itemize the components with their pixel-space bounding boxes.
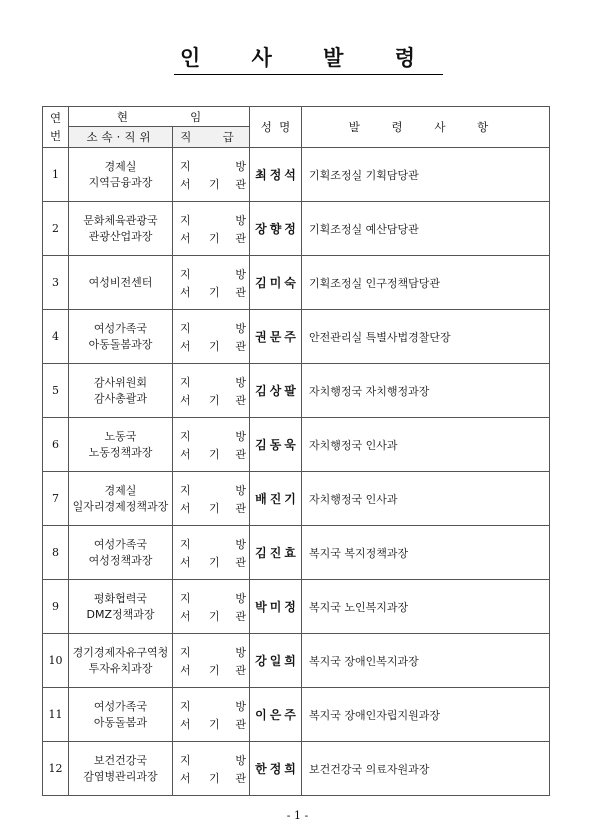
rank-char: 지 <box>180 538 191 551</box>
person-name: 김동욱 <box>250 418 302 472</box>
row-number: 9 <box>43 580 69 634</box>
page-number: - 1 - <box>286 809 309 822</box>
rank-char: 기 <box>209 502 220 515</box>
rank-cell <box>173 472 250 526</box>
department-line-2: 아동돌봄과 <box>93 715 148 729</box>
current-header: 현 임 <box>69 107 250 127</box>
table-row <box>43 580 550 634</box>
rank-char: 지 <box>180 214 191 227</box>
rank-char: 관 <box>235 448 246 461</box>
rank-char: 방 <box>235 592 246 605</box>
new-assignment: 복지국 장애인자립지원과장 <box>302 688 550 742</box>
rank-cell <box>173 202 250 256</box>
rank-char: 서 <box>180 556 191 569</box>
rank-char: 기 <box>209 286 220 299</box>
title-text: 인 사 발 령 <box>174 42 443 75</box>
person-name: 박미정 <box>250 580 302 634</box>
department-line-2: 투자유치과장 <box>88 661 153 675</box>
rank-char: 방 <box>235 646 246 659</box>
rank-cell <box>173 634 250 688</box>
department-line-1: 여성가족국 <box>93 321 148 335</box>
rank-char: 서 <box>180 502 191 515</box>
rank-cell <box>173 580 250 634</box>
current-position <box>69 472 173 526</box>
rank-char: 관 <box>235 394 246 407</box>
department-line-2: 여성정책과장 <box>88 553 153 567</box>
name-header: 성 명 <box>250 107 302 148</box>
assignment-header: 발 령 사 항 <box>302 107 550 148</box>
person-name: 이은주 <box>250 688 302 742</box>
rank-char: 관 <box>235 178 246 191</box>
rank-char: 지 <box>180 754 191 767</box>
new-assignment: 자치행정국 인사과 <box>302 418 550 472</box>
rank-cell <box>173 688 250 742</box>
rank-char: 방 <box>235 214 246 227</box>
rank-cell <box>173 364 250 418</box>
rank-cell <box>173 526 250 580</box>
department-line-1: 감사위원회 <box>93 375 148 389</box>
table-row <box>43 472 550 526</box>
seq-header <box>43 107 69 148</box>
rank-char: 서 <box>180 394 191 407</box>
person-name: 김미숙 <box>250 256 302 310</box>
rank-char: 지 <box>180 268 191 281</box>
table-row <box>43 148 550 202</box>
new-assignment: 자치행정국 인사과 <box>302 472 550 526</box>
person-name: 한정희 <box>250 742 302 796</box>
person-name: 장향정 <box>250 202 302 256</box>
rank-char: 기 <box>209 232 220 245</box>
department-line-1: 여성가족국 <box>93 699 148 713</box>
rank-char: 지 <box>180 376 191 389</box>
rank-char: 관 <box>235 718 246 731</box>
row-number: 6 <box>43 418 69 472</box>
current-position <box>69 634 173 688</box>
table-row <box>43 688 550 742</box>
department-line-1: 경기경제자유구역청 <box>72 645 169 659</box>
rank-char: 서 <box>180 718 191 731</box>
rank-char: 방 <box>235 268 246 281</box>
rank-char: 방 <box>235 322 246 335</box>
new-assignment: 안전관리실 특별사법경찰단장 <box>302 310 550 364</box>
person-name: 강일희 <box>250 634 302 688</box>
department-line-1: 경제실 <box>104 159 137 173</box>
department-line-1: 노동국 <box>104 429 137 443</box>
table-row <box>43 742 550 796</box>
table-row <box>43 634 550 688</box>
new-assignment: 복지국 장애인복지과장 <box>302 634 550 688</box>
department-line-2: 노동정책과장 <box>88 445 153 459</box>
current-position <box>69 580 173 634</box>
seq-header-top: 연 <box>49 111 62 125</box>
row-number: 12 <box>43 742 69 796</box>
department-line-1: 경제실 <box>104 483 137 497</box>
new-assignment: 기획조정실 기획담당관 <box>302 148 550 202</box>
rank-char: 기 <box>209 664 220 677</box>
rank-char: 기 <box>209 448 220 461</box>
dept-header: 소속·직위 <box>69 127 173 148</box>
new-assignment: 복지국 복지정책과장 <box>302 526 550 580</box>
rank-char: 방 <box>235 700 246 713</box>
rank-char: 기 <box>209 394 220 407</box>
current-position <box>69 742 173 796</box>
table-row <box>43 256 550 310</box>
rank-char: 서 <box>180 340 191 353</box>
new-assignment: 보건건강국 의료자원과장 <box>302 742 550 796</box>
rank-char: 관 <box>235 556 246 569</box>
rank-char: 지 <box>180 484 191 497</box>
rank-char: 지 <box>180 592 191 605</box>
table-row <box>43 526 550 580</box>
current-position <box>69 526 173 580</box>
department-line-2: 감사총괄과 <box>93 391 148 405</box>
rank-char: 관 <box>235 664 246 677</box>
person-name: 김상팔 <box>250 364 302 418</box>
rank-char: 기 <box>209 178 220 191</box>
rank-char: 관 <box>235 340 246 353</box>
department-line-1: 보건건강국 <box>93 753 148 767</box>
rank-char: 기 <box>209 772 220 785</box>
new-assignment: 자치행정국 자치행정과장 <box>302 364 550 418</box>
rank-cell <box>173 256 250 310</box>
rank-char: 기 <box>209 556 220 569</box>
rank-char: 서 <box>180 232 191 245</box>
row-number: 2 <box>43 202 69 256</box>
rank-char: 방 <box>235 376 246 389</box>
rank-char: 방 <box>235 538 246 551</box>
person-name: 김진효 <box>250 526 302 580</box>
current-position <box>69 148 173 202</box>
new-assignment: 기획조정실 인구정책담당관 <box>302 256 550 310</box>
rank-char: 지 <box>180 700 191 713</box>
rank-char: 지 <box>180 322 191 335</box>
rank-cell <box>173 148 250 202</box>
rank-char: 기 <box>209 340 220 353</box>
current-position <box>69 364 173 418</box>
rank-char: 방 <box>235 484 246 497</box>
row-number: 1 <box>43 148 69 202</box>
department-line-1: 문화체육관광국 <box>83 213 158 227</box>
personnel-table <box>42 106 550 796</box>
rank-char: 방 <box>235 160 246 173</box>
department-line-1: 여성비전센터 <box>88 275 153 289</box>
current-position <box>69 688 173 742</box>
row-number: 4 <box>43 310 69 364</box>
rank-char: 관 <box>235 772 246 785</box>
rank-char: 방 <box>235 754 246 767</box>
rank-header: 직 급 <box>173 127 250 148</box>
department-line-2: 아동돌봄과장 <box>88 337 153 351</box>
table-row <box>43 418 550 472</box>
rank-cell <box>173 742 250 796</box>
department-line-2: DMZ정책과장 <box>86 607 155 621</box>
table-row <box>43 310 550 364</box>
rank-char: 지 <box>180 160 191 173</box>
row-number: 3 <box>43 256 69 310</box>
rank-char: 관 <box>235 232 246 245</box>
rank-cell <box>173 310 250 364</box>
current-position <box>69 310 173 364</box>
rank-cell <box>173 418 250 472</box>
row-number: 5 <box>43 364 69 418</box>
rank-char: 서 <box>180 178 191 191</box>
rank-char: 서 <box>180 286 191 299</box>
row-number: 10 <box>43 634 69 688</box>
rank-char: 관 <box>235 286 246 299</box>
current-position <box>69 202 173 256</box>
rank-char: 지 <box>180 430 191 443</box>
department-line-1: 평화협력국 <box>93 591 148 605</box>
department-line-1: 여성가족국 <box>93 537 148 551</box>
row-number: 8 <box>43 526 69 580</box>
department-line-2: 일자리경제정책과장 <box>72 499 169 513</box>
rank-char: 서 <box>180 448 191 461</box>
person-name: 배진기 <box>250 472 302 526</box>
row-number: 11 <box>43 688 69 742</box>
rank-char: 방 <box>235 430 246 443</box>
new-assignment: 기획조정실 예산담당관 <box>302 202 550 256</box>
seq-header-bottom: 번 <box>49 129 62 143</box>
rank-char: 서 <box>180 610 191 623</box>
department-line-2: 지역금융과장 <box>88 175 153 189</box>
table-row <box>43 364 550 418</box>
person-name: 권문주 <box>250 310 302 364</box>
department-line-2: 감염병관리과장 <box>83 769 158 783</box>
rank-char: 지 <box>180 646 191 659</box>
rank-char: 서 <box>180 664 191 677</box>
person-name: 최정석 <box>250 148 302 202</box>
rank-char: 기 <box>209 610 220 623</box>
new-assignment: 복지국 노인복지과장 <box>302 580 550 634</box>
department-line-2: 관광산업과장 <box>88 229 153 243</box>
row-number: 7 <box>43 472 69 526</box>
rank-char: 기 <box>209 718 220 731</box>
rank-char: 관 <box>235 502 246 515</box>
table-row <box>43 202 550 256</box>
rank-char: 관 <box>235 610 246 623</box>
current-position <box>69 418 173 472</box>
current-position <box>69 256 173 310</box>
rank-char: 서 <box>180 772 191 785</box>
page-title <box>0 42 595 75</box>
